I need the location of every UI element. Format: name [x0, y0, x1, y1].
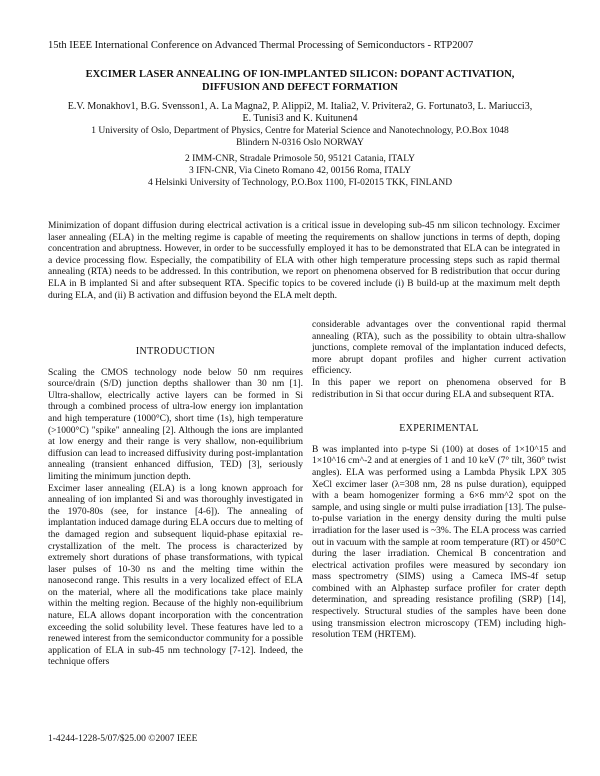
paper-title	[40, 68, 560, 94]
right-paragraph-2: In this paper we report on phenomena observed for B redistribution in Si that occur during ELA and subsequent RTA.	[312, 377, 566, 400]
title-line-2: DIFFUSION AND DEFECT FORMATION	[202, 82, 398, 93]
affiliation-2: 2 IMM-CNR, Stradale Primosole 50, 95121 Catania, ITALY	[185, 154, 415, 164]
authors-line-2: E. Tunisi3 and K. Kuitunen4	[242, 113, 358, 124]
author-list	[40, 101, 560, 125]
authors-line-1: E.V. Monakhov1, B.G. Svensson1, A. La Magna2, P. Alippi2, M. Italia2, V. Privitera2, G. Fortunato3, L. Mariucci3,	[67, 101, 533, 112]
intro-paragraph-1: Scaling the CMOS technology node below 50 nm requires source/drain (S/D) junction depths shallower than 30 nm [1]. Ultra-shallow, electrically active layers can be formed in Si through a combined process of ultra-low energy ion implantation and high temperature (1000°C), short time (1s), high temperature (>1000°C) "spike" annealing [2]. Although the ions are implanted at low energy and their range is very shallow, non-equilibrium diffusion can lead to increased diffusivity during post-implantation annealing (transient enhanced diffusion, TED) [3], seriously limiting the minimum junction depth.	[48, 367, 303, 482]
affiliation-4: 4 Helsinki University of Technology, P.O.Box 1100, FI-02015 TKK, FINLAND	[147, 178, 453, 188]
left-column	[48, 346, 303, 669]
intro-paragraph-2: Excimer laser annealing (ELA) is a long known approach for annealing of ion implanted Si and was thoroughly investigated in the 1970-80s (see, for instance [4-6]). The annealing of implantation induced damage during ELA occurs due to melting of the damaged region and subsequent liquid-phase epitaxial re-crystallization of the melt. The process is characterized by extremely short durations of phase transformations, with typical laser pulses of 10-30 ns and the melting time within the nanosecond range. This results in a very localized effect of ELA on the material, where all the modifications take place mainly within the melting region. Because of the highly non-equilibrium nature, ELA allows dopant incorporation with the concentration exceeding the solid solubility level. These features have led to a renewed interest from the semiconductor community for a possible application of ELA in sub-45 nm technology [7-12]. Indeed, the technique offers	[48, 483, 303, 668]
right-paragraph-1: considerable advantages over the conventional rapid thermal annealing (RTA), such as the possibility to obtain ultra-shallow junctions, complete removal of the implantation induced defects, more abrupt dopant profiles and higher current activation efficiency.	[312, 320, 566, 377]
affiliation-1	[40, 126, 560, 149]
abstract: Minimization of dopant diffusion during electrical activation is a critical issue in developing sub-45 nm silicon technology. Excimer laser annealing (ELA) in the melting regime is capable of meeting the requirements on shallow junctions in terms of depth, doping concentration and abruptness. However, in order to be successfully employed it has to be demonstrated that ELA can be integrated in a device processing flow. Especially, the compatibility of ELA with other high temperature processing steps such as rapid thermal annealing (RTA) needs to be addressed. In this contribution, we report on phenomena observed for B redistribution that occur during ELA in B implanted Si and after subsequent RTA. Specific topics to be covered include (i) B build-up at the maximum melt depth during ELA, and (ii) B activation and diffusion beyond the ELA melt depth.	[48, 221, 560, 301]
affiliation-3: 3 IFN-CNR, Via Cineto Romano 42, 00156 Roma, ITALY	[188, 166, 412, 176]
affiliation-1-line-1: 1 University of Oslo, Department of Physics, Centre for Material Science and Nanotechnology, P.O.Box 1048	[91, 126, 509, 136]
introduction-heading: INTRODUCTION	[135, 346, 216, 357]
copyright-footer: 1-4244-1228-5/07/$25.00 ©2007 IEEE	[48, 734, 198, 744]
experimental-heading: EXPERIMENTAL	[399, 423, 479, 435]
right-column	[312, 320, 566, 642]
experimental-paragraph-1: B was implanted into p-type Si (100) at doses of 1×10^15 and 1×10^16 cm^-2 and at energies of 1 and 10 keV (7° tilt, 360° twist angles). ELA was performed using a Lambda Physik LPX 305 XeCl excimer laser (λ=308 nm, 28 ns pulse duration), equipped with a beam homogenizer forming a 6×6 mm^2 spot on the sample, and using single or multi pulse irradiation [13]. The pulse-to-pulse variation in the energy density during the multi pulse irradiation for the laser used is ~3%. The ELA process was carried out in vacuum with the sample at room temperature (RT) or 450°C during the laser irradiation. Chemical B concentration and electrical activation profiles were measured by secondary ion mass spectrometry (SIMS) using a Cameca IMS-4f setup combined with an Alphastep surface profiler for crater depth determination, and spreading resistance profiling (SRP) [14], respectively. Structural studies of the samples have been done using transmission electron microscopy (TEM) including high-resolution TEM (HRTEM).	[312, 444, 566, 641]
title-line-1: EXCIMER LASER ANNEALING OF ION-IMPLANTED SILICON: DOPANT ACTIVATION,	[85, 69, 515, 80]
affiliation-1-line-2: Blindern N-0316 Oslo NORWAY	[236, 137, 364, 148]
conference-header: 15th IEEE International Conference on Advanced Thermal Processing of Semiconductors - RTP2007	[48, 40, 474, 51]
